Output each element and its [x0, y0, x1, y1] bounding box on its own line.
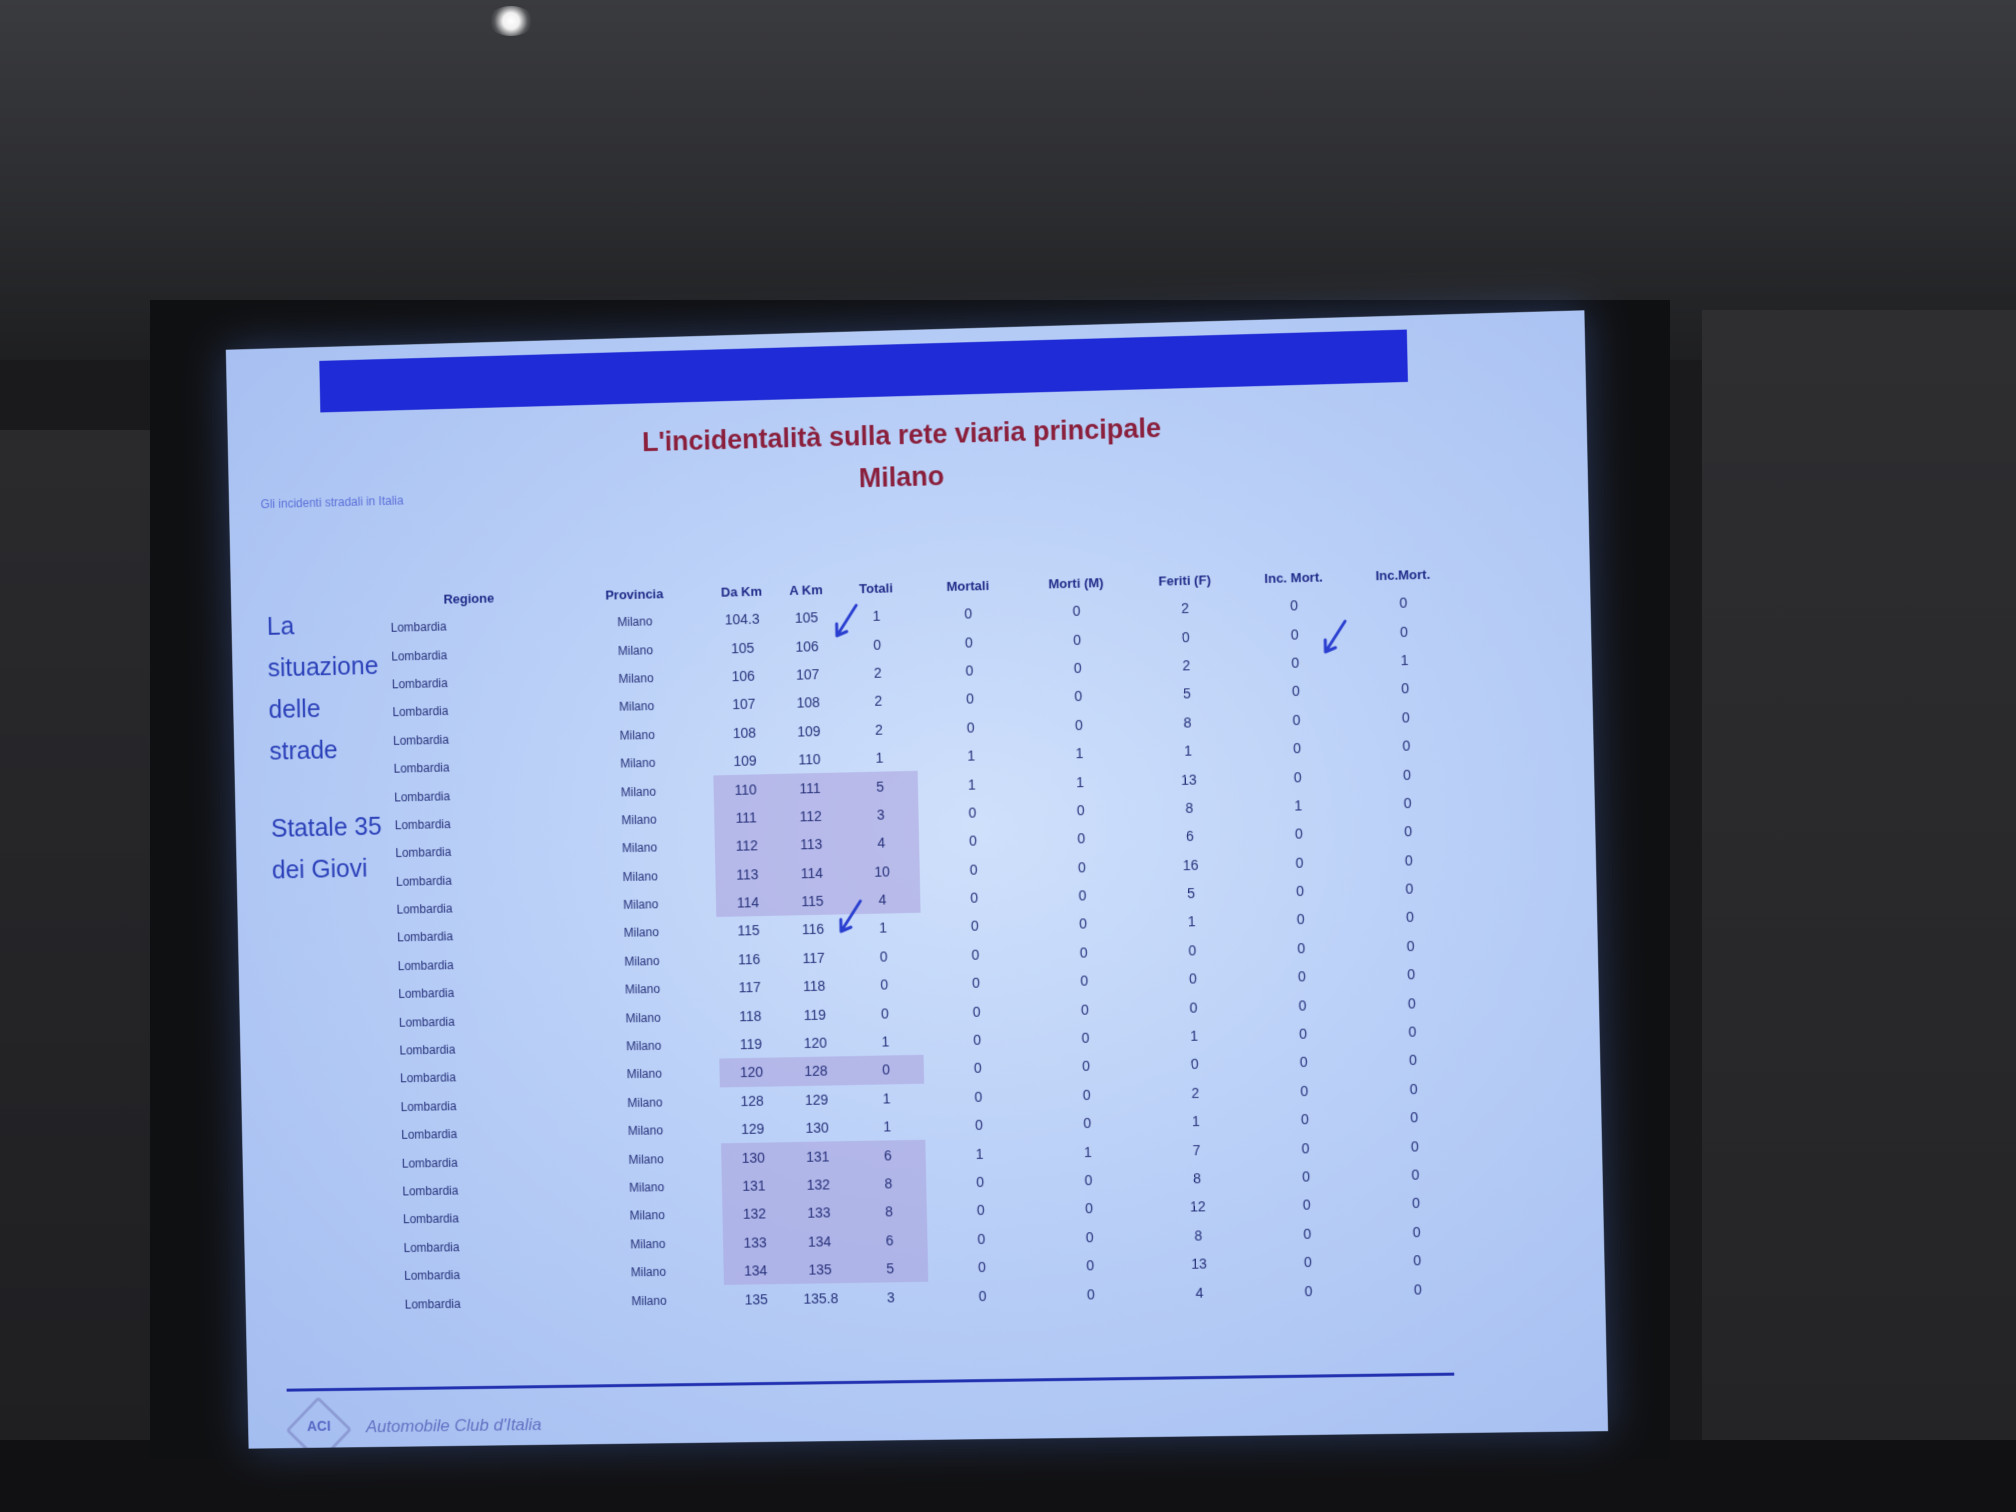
- table-cell: 0: [973, 1060, 982, 1077]
- table-cell: 115: [737, 922, 760, 939]
- table-cell: 113: [779, 830, 844, 860]
- table-cell: 0: [1078, 887, 1087, 904]
- table-cell: 0: [970, 889, 979, 906]
- table-cell: 0: [1081, 1029, 1090, 1046]
- table-cell: 0: [1303, 1254, 1313, 1271]
- table-cell: 111: [778, 773, 843, 803]
- accident-table: [378, 541, 1473, 1319]
- table-cell: 0: [1413, 1252, 1422, 1269]
- table-cell: 0: [1084, 1172, 1093, 1189]
- table-cell: Milano: [628, 1151, 664, 1167]
- table-cell: 10: [844, 856, 920, 886]
- table-cell: 108: [732, 724, 757, 741]
- table-cell: 0: [1301, 1139, 1310, 1157]
- table-cell: 2: [1181, 600, 1190, 617]
- table-cell: 4: [843, 828, 919, 858]
- table-cell: Milano: [630, 1236, 666, 1252]
- table-cell: 0: [971, 946, 980, 963]
- table-cell: 2: [874, 692, 883, 710]
- column-header: Morti (M): [1048, 575, 1104, 592]
- table-cell: 107: [732, 695, 756, 713]
- table-cell: 0: [1079, 944, 1088, 961]
- table-cell: 8: [1185, 799, 1194, 816]
- table-cell: 1: [1294, 797, 1303, 814]
- side-text-line: delle: [268, 695, 321, 725]
- table-cell: 0: [1410, 1109, 1419, 1126]
- table-cell: 113: [715, 859, 780, 889]
- side-text-line: strade: [269, 736, 338, 766]
- table-cell: Lombardia: [398, 986, 455, 1002]
- table-cell: Milano: [619, 727, 655, 743]
- table-cell: 119: [739, 1035, 763, 1053]
- table-cell: Lombardia: [390, 619, 447, 635]
- table-cell: 0: [880, 1005, 889, 1022]
- table-cell: 0: [879, 948, 888, 965]
- table-cell: 115: [780, 886, 845, 916]
- table-cell: 8: [1194, 1227, 1203, 1244]
- table-cell: Milano: [628, 1180, 665, 1195]
- footer-divider: [287, 1373, 1455, 1392]
- table-cell: 0: [1407, 966, 1416, 983]
- table-cell: 104.3: [724, 610, 760, 628]
- table-cell: 8: [1183, 714, 1192, 731]
- table-cell: 105: [794, 609, 819, 626]
- table-cell: Milano: [627, 1123, 664, 1139]
- side-text-line: dei Giovi: [271, 854, 368, 885]
- column-header: A Km: [789, 582, 823, 598]
- table-cell: 134: [723, 1256, 788, 1285]
- table-cell: 0: [1085, 1200, 1094, 1217]
- table-cell: Lombardia: [391, 647, 448, 664]
- table-cell: Lombardia: [400, 1099, 457, 1114]
- table-cell: 135: [744, 1290, 769, 1308]
- table-cell: 2: [1191, 1084, 1200, 1101]
- table-cell: 0: [972, 1003, 981, 1020]
- table-cell: 0: [1407, 994, 1416, 1012]
- column-header: Mortali: [946, 577, 990, 595]
- table-cell: 0: [965, 662, 974, 679]
- table-cell: 0: [1405, 880, 1414, 897]
- table-cell: 1: [883, 1118, 892, 1135]
- table-cell: 0: [1085, 1228, 1094, 1246]
- table-cell: 0: [1300, 1111, 1310, 1128]
- column-header: Inc. Mort.: [1264, 569, 1323, 587]
- table-cell: 2: [874, 721, 883, 738]
- table-cell: 0: [974, 1088, 983, 1105]
- table-cell: 119: [803, 1006, 827, 1023]
- table-cell: 7: [1192, 1141, 1201, 1158]
- table-cell: 0: [1410, 1137, 1420, 1155]
- table-cell: 0: [1401, 709, 1410, 726]
- table-cell: 0: [969, 832, 978, 850]
- table-cell: 0: [964, 633, 973, 651]
- table-cell: Milano: [625, 1010, 661, 1026]
- table-cell: Lombardia: [397, 929, 454, 945]
- table-cell: 110: [713, 774, 778, 804]
- table-cell: 8: [850, 1169, 926, 1199]
- arrow-annotation: [826, 601, 867, 646]
- table-cell: 116: [737, 950, 761, 968]
- table-cell: 106: [795, 637, 819, 655]
- table-cell: 0: [1190, 1056, 1199, 1073]
- table-cell: 0: [1296, 882, 1305, 900]
- table-cell: 2: [873, 664, 882, 681]
- table-cell: 5: [842, 771, 918, 801]
- table-cell: 0: [1188, 942, 1197, 959]
- arrow-annotation: [830, 897, 871, 942]
- table-cell: 0: [1080, 972, 1089, 989]
- table-cell: Lombardia: [404, 1296, 461, 1312]
- table-cell: Lombardia: [395, 845, 452, 861]
- table-cell: 128: [740, 1092, 764, 1109]
- table-cell: 108: [796, 694, 821, 711]
- table-cell: 0: [1074, 688, 1083, 705]
- table-cell: 0: [1077, 858, 1087, 876]
- table-cell: 0: [969, 861, 978, 878]
- table-cell: Lombardia: [401, 1155, 458, 1171]
- table-cell: 0: [1300, 1082, 1309, 1099]
- table-cell: 16: [1182, 856, 1199, 873]
- table-cell: 135.8: [803, 1289, 839, 1307]
- table-cell: 0: [1082, 1058, 1091, 1075]
- column-header: Da Km: [720, 583, 763, 600]
- table-cell: 0: [1072, 602, 1081, 620]
- side-text-line: situazione: [267, 652, 379, 683]
- table-cell: 133: [723, 1228, 788, 1257]
- table-cell: 0: [1402, 766, 1412, 783]
- table-cell: 0: [848, 1055, 924, 1085]
- table-cell: 0: [1077, 830, 1086, 847]
- table-cell: Milano: [630, 1265, 667, 1280]
- table-cell: 107: [795, 666, 820, 683]
- table-cell: 133: [786, 1198, 851, 1227]
- table-cell: 131: [721, 1171, 786, 1200]
- table-cell: 1: [975, 1145, 984, 1162]
- column-header: Provincia: [605, 586, 664, 603]
- table-cell: 0: [974, 1116, 984, 1134]
- table-cell: 0: [971, 974, 981, 992]
- table-cell: Milano: [624, 982, 661, 997]
- table-cell: Milano: [626, 1067, 662, 1082]
- table-cell: 8: [851, 1197, 927, 1227]
- table-cell: 0: [1291, 683, 1301, 700]
- table-cell: Milano: [620, 755, 656, 771]
- table-cell: Milano: [618, 671, 654, 686]
- table-cell: 3: [886, 1288, 895, 1305]
- table-cell: 1: [1190, 1027, 1199, 1044]
- table-cell: Milano: [620, 784, 657, 799]
- column-header: Inc.Mort.: [1375, 566, 1431, 584]
- table-cell: 0: [1073, 631, 1082, 648]
- table-cell: 129: [804, 1091, 829, 1108]
- table-cell: 0: [1297, 939, 1306, 957]
- table-cell: 128: [783, 1056, 848, 1086]
- table-cell: 135: [788, 1255, 853, 1284]
- table-cell: 1: [967, 747, 976, 764]
- table-cell: 0: [1080, 1001, 1090, 1018]
- table-cell: 0: [1074, 716, 1084, 733]
- table-cell: 1: [882, 1090, 891, 1107]
- table-cell: 114: [779, 858, 844, 888]
- table-cell: 0: [1189, 999, 1198, 1016]
- table-cell: 0: [1411, 1166, 1420, 1183]
- table-cell: 111: [714, 803, 779, 833]
- table-cell: Milano: [621, 840, 658, 856]
- table-cell: 0: [1405, 909, 1415, 926]
- table-cell: 0: [1073, 659, 1082, 676]
- table-cell: Milano: [617, 614, 653, 630]
- table-cell: 0: [977, 1230, 986, 1247]
- table-cell: 0: [1411, 1195, 1421, 1212]
- table-cell: 0: [1403, 794, 1412, 812]
- table-cell: 0: [1295, 854, 1304, 871]
- table-cell: 0: [1404, 823, 1413, 840]
- table-cell: 1: [967, 776, 976, 793]
- table-cell: 0: [976, 1202, 985, 1219]
- table-cell: 0: [968, 804, 977, 821]
- table-cell: 0: [1408, 1052, 1418, 1069]
- table-cell: Lombardia: [395, 873, 453, 889]
- table-cell: 0: [873, 636, 882, 653]
- table-cell: 0: [1296, 911, 1305, 928]
- table-cell: Lombardia: [391, 676, 448, 692]
- column-header: Totali: [859, 580, 893, 597]
- table-cell: 0: [1083, 1115, 1092, 1132]
- table-cell: 4: [1195, 1284, 1204, 1301]
- table-cell: Milano: [623, 925, 660, 941]
- table-cell: Lombardia: [398, 1014, 455, 1030]
- table-cell: 1: [1075, 745, 1084, 762]
- table-cell: 112: [778, 801, 843, 831]
- table-cell: Lombardia: [399, 1042, 456, 1058]
- table-cell: Lombardia: [394, 817, 451, 833]
- table-cell: Lombardia: [402, 1211, 460, 1227]
- table-cell: 0: [1292, 711, 1301, 728]
- table-cell: Milano: [618, 699, 655, 715]
- table-cell: 0: [976, 1173, 985, 1190]
- aci-logo-text: ACI: [306, 1417, 331, 1435]
- table-cell: 0: [1406, 937, 1415, 955]
- table-cell: 8: [1193, 1170, 1202, 1187]
- table-cell: 0: [1290, 597, 1299, 614]
- table-cell: 1: [1076, 773, 1085, 790]
- table-cell: 134: [787, 1227, 852, 1256]
- table-cell: Milano: [627, 1095, 663, 1110]
- table-cell: 3: [843, 800, 919, 830]
- table-cell: Lombardia: [401, 1127, 458, 1143]
- table-cell: 131: [785, 1142, 850, 1171]
- table-cell: 0: [1404, 851, 1413, 869]
- table-cell: 130: [721, 1143, 786, 1172]
- table-cell: Milano: [621, 812, 657, 828]
- right-wall-panel: [1702, 310, 2016, 1450]
- table-cell: 0: [1076, 802, 1085, 819]
- table-body: [379, 587, 1473, 1318]
- table-cell: 0: [1188, 970, 1198, 987]
- table-cell: 0: [1294, 825, 1304, 843]
- table-cell: 0: [970, 918, 979, 935]
- table-cell: 1: [875, 749, 884, 766]
- table-cell: 6: [852, 1225, 928, 1255]
- ceiling-spotlight: [488, 6, 534, 36]
- table-cell: 129: [740, 1120, 765, 1138]
- table-cell: 0: [977, 1259, 987, 1276]
- table-cell: 0: [1402, 737, 1411, 754]
- table-cell: 117: [738, 979, 762, 996]
- footer-organization: Automobile Club d'Italia: [365, 1415, 542, 1437]
- table-cell: Milano: [626, 1038, 662, 1054]
- table-cell: 0: [1401, 680, 1410, 697]
- table-cell: 0: [1297, 968, 1307, 985]
- table-cell: 6: [1185, 828, 1195, 845]
- table-cell: 0: [1290, 625, 1299, 643]
- table-cell: 1: [1191, 1113, 1201, 1130]
- table-cell: 0: [1293, 768, 1302, 785]
- table-cell: 118: [802, 977, 826, 995]
- slide-title: L'incidentalità sulla rete viaria principale: [641, 412, 1162, 458]
- table-cell: 109: [797, 722, 821, 740]
- table-cell: 0: [1399, 594, 1408, 612]
- table-cell: Milano: [617, 642, 654, 658]
- table-cell: Lombardia: [403, 1240, 460, 1255]
- table-cell: 0: [1302, 1196, 1311, 1214]
- table-cell: 5: [1182, 685, 1192, 702]
- side-text-line: La: [266, 612, 295, 641]
- table-cell: Lombardia: [392, 732, 450, 748]
- table-cell: 0: [1408, 1023, 1417, 1040]
- table-cell: 0: [880, 976, 889, 993]
- table-cell: 0: [1409, 1080, 1418, 1098]
- table-cell: 110: [798, 751, 821, 768]
- table-cell: 13: [1180, 771, 1197, 788]
- table-cell: 1: [1187, 913, 1196, 930]
- table-cell: 130: [805, 1119, 830, 1137]
- table-cell: 0: [1086, 1257, 1095, 1274]
- table-cell: 0: [1293, 740, 1302, 757]
- table-cell: 0: [1299, 1054, 1308, 1071]
- table-cell: Lombardia: [399, 1070, 457, 1086]
- table-cell: Milano: [622, 869, 658, 884]
- table-cell: 117: [802, 949, 825, 967]
- table-cell: 109: [733, 752, 757, 770]
- table-cell: 0: [1298, 997, 1307, 1014]
- table-cell: 0: [1412, 1223, 1421, 1240]
- table-cell: Lombardia: [404, 1268, 461, 1283]
- table-cell: 114: [715, 888, 780, 918]
- table-cell: 0: [966, 690, 975, 707]
- table-cell: 6: [850, 1140, 926, 1170]
- table-cell: 12: [1189, 1198, 1206, 1215]
- table-cell: Milano: [624, 953, 660, 969]
- table-cell: 5: [1187, 885, 1196, 902]
- table-cell: 0: [966, 719, 975, 736]
- table-cell: 132: [786, 1170, 851, 1199]
- table-cell: Milano: [629, 1208, 665, 1223]
- table-cell: 0: [1302, 1168, 1311, 1185]
- table-cell: 1: [1184, 742, 1193, 759]
- table-cell: 118: [739, 1007, 762, 1024]
- table-cell: 0: [964, 605, 973, 622]
- table-cell: 0: [1291, 654, 1300, 671]
- arrow-annotation: [1315, 617, 1356, 662]
- table-cell: 132: [722, 1199, 787, 1228]
- column-header: Feriti (F): [1158, 572, 1211, 589]
- slide-subtitle: Milano: [858, 460, 945, 494]
- table-cell: Lombardia: [396, 901, 453, 917]
- table-cell: 0: [1399, 623, 1409, 640]
- table-cell: 5: [852, 1254, 928, 1284]
- slide-header-bar: [319, 330, 1408, 413]
- table-cell: 120: [719, 1058, 784, 1087]
- table-cell: 120: [803, 1034, 828, 1052]
- table-cell: 0: [1299, 1025, 1308, 1042]
- table-cell: 0: [1304, 1282, 1313, 1299]
- table-cell: 1: [881, 1033, 890, 1050]
- projected-slide: [226, 310, 1608, 1448]
- table-cell: 0: [1303, 1225, 1312, 1242]
- table-cell: Milano: [623, 897, 659, 913]
- table-cell: 1: [872, 607, 881, 625]
- table-cell: Lombardia: [394, 788, 451, 805]
- table-cell: 116: [801, 921, 825, 938]
- table-cell: Lombardia: [393, 760, 450, 776]
- table-cell: 105: [730, 639, 755, 656]
- table-cell: 1: [879, 919, 888, 937]
- table-cell: 112: [714, 831, 779, 861]
- table-cell: 1: [1083, 1143, 1093, 1160]
- table-cell: 0: [1086, 1285, 1095, 1303]
- table-cell: 0: [1181, 628, 1190, 645]
- table-cell: 106: [731, 667, 756, 685]
- table-cell: Lombardia: [392, 704, 449, 720]
- corner-note: Gli incidenti stradali in Italia: [260, 493, 404, 512]
- table-cell: 0: [1079, 915, 1088, 933]
- table-cell: Lombardia: [402, 1183, 459, 1199]
- table-cell: 0: [1413, 1280, 1423, 1298]
- table-cell: Lombardia: [397, 958, 454, 974]
- table-cell: 4: [844, 885, 920, 915]
- table-cell: 0: [978, 1287, 987, 1304]
- table-cell: Milano: [631, 1293, 667, 1308]
- column-header: Regione: [443, 590, 495, 607]
- table-cell: 1: [1400, 651, 1409, 669]
- table-cell: 13: [1190, 1255, 1207, 1272]
- table-cell: 0: [1082, 1086, 1091, 1103]
- side-text-line: Statale 35: [270, 812, 382, 843]
- table-cell: 2: [1182, 657, 1191, 674]
- table-cell: 0: [973, 1031, 982, 1048]
